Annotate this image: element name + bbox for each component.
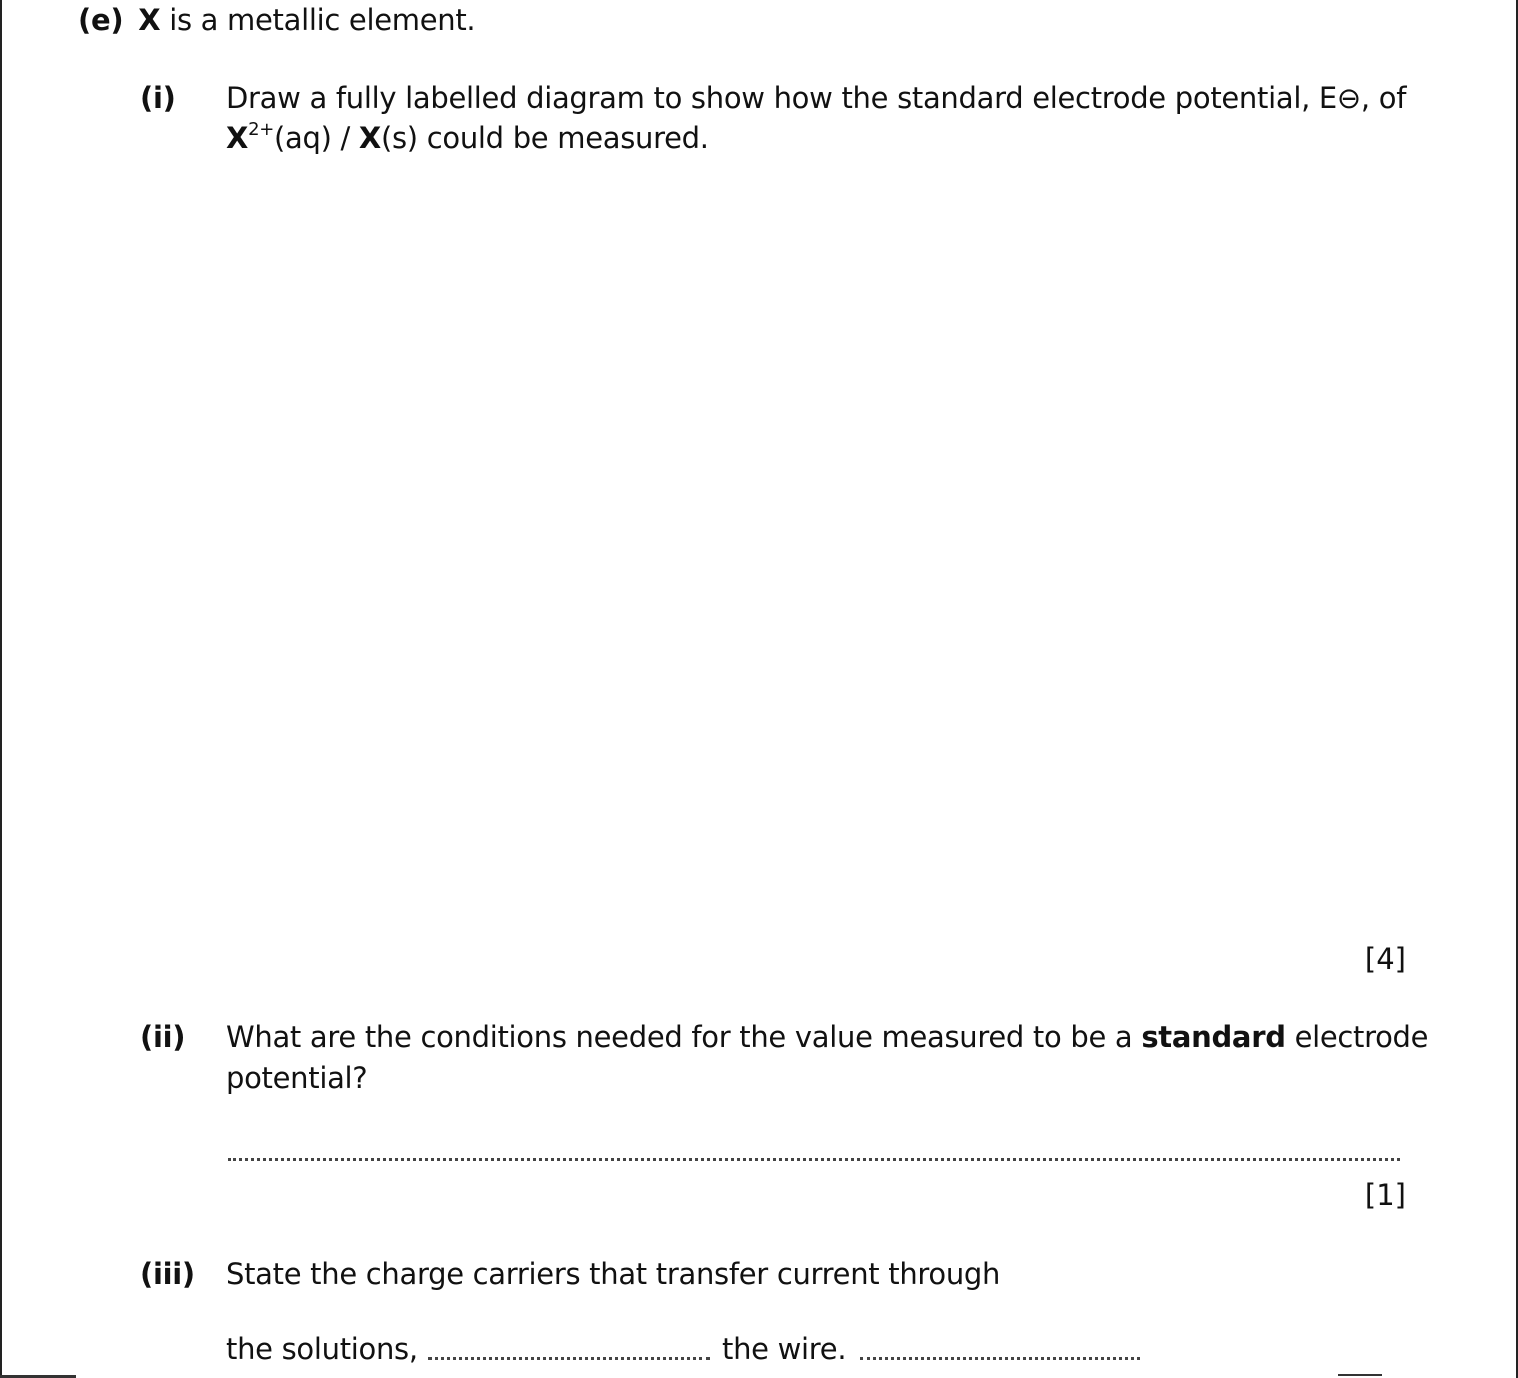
wire-prompt: the wire. <box>722 1332 847 1366</box>
bottom-right-mark-fragment <box>1338 1374 1382 1378</box>
standard-emphasis: standard <box>1141 1020 1286 1054</box>
part-iii-question: State the charge carriers that transfer current through <box>226 1257 1001 1291</box>
metal-symbol: X <box>358 121 381 155</box>
solutions-answer-line[interactable] <box>428 1357 710 1360</box>
part-ii-answer-line[interactable] <box>228 1158 1400 1161</box>
part-ii-text-before: What are the conditions needed for the value measured to be a <box>226 1020 1142 1054</box>
ion-state: (aq) / <box>274 121 359 155</box>
ion-symbol: X <box>226 121 249 155</box>
part-ii-text-after: electrode <box>1285 1020 1429 1054</box>
ion-charge: 2+ <box>248 119 274 141</box>
part-ii-marks: [1] <box>1364 1178 1406 1212</box>
part-ii-question-line2: potential? <box>226 1061 368 1095</box>
diagram-answer-space[interactable] <box>226 170 1406 930</box>
part-e-text: is a metallic element. <box>169 3 476 37</box>
part-i-marks: [4] <box>1364 942 1406 976</box>
part-ii-question-line1 <box>226 1019 1428 1055</box>
solutions-prompt: the solutions, <box>226 1332 418 1366</box>
part-i-question-line2 <box>226 120 709 156</box>
part-i-label: (i) <box>140 81 176 115</box>
wire-answer-line[interactable] <box>860 1357 1140 1360</box>
element-symbol: X <box>138 3 161 37</box>
part-e-label: (e) <box>78 3 124 37</box>
part-i-question-line1: Draw a fully labelled diagram to show how the standard electrode potential, E⊖, of <box>226 81 1407 115</box>
part-i-question-end: (s) could be measured. <box>380 121 709 155</box>
part-iii-label: (iii) <box>140 1257 195 1291</box>
part-ii-label: (ii) <box>140 1020 186 1054</box>
part-e-heading <box>78 2 475 38</box>
left-margin-rule <box>0 0 2 1378</box>
